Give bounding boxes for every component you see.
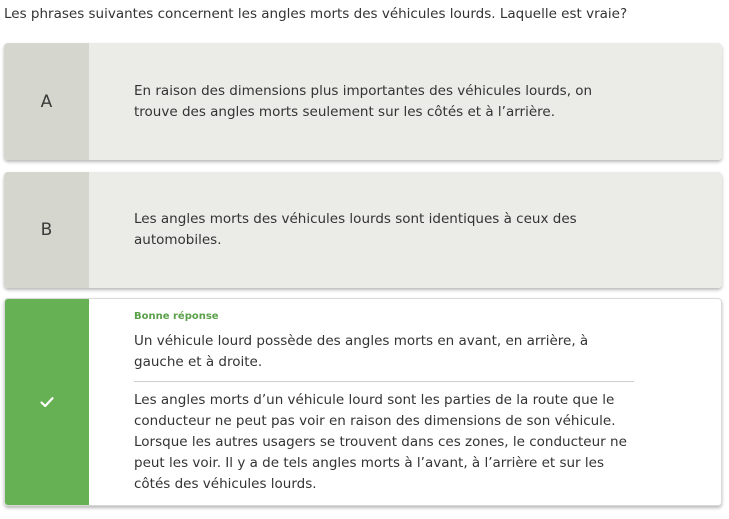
correct-indicator [5, 299, 89, 505]
answer-option-a[interactable] [4, 43, 722, 160]
option-text-correct: Un véhicule lourd possède des angles morts en avant, en arrière, à gauche et à droite. [134, 331, 634, 382]
answer-option-correct[interactable] [4, 298, 722, 506]
question-text: Les phrases suivantes concernent les angles morts des véhicules lourds. Laquelle est vraie? [4, 6, 628, 22]
option-text-box-a [89, 43, 722, 160]
option-text-a: En raison des dimensions plus importantes des véhicules lourds, on trouve des angles morts seulement sur les côtés et à l’arrière. [134, 82, 593, 120]
option-letter-b: B [4, 172, 89, 288]
option-text-box-b [89, 172, 722, 288]
answer-explanation: Les angles morts d’un véhicule lourd sont les parties de la route que le conducteur ne peut pas voir en raison des dimensions de son véhicule. Lorsque les autres usagers se trouvent dans ces zones, le conducteur ne peut les voir. Il y a de tels angles morts à l’avant, à l’arrière et sur les côtés des véhicules lourds. [134, 392, 627, 492]
option-letter-a: A [4, 43, 89, 160]
answer-option-b[interactable] [4, 172, 722, 288]
option-text-box-correct [89, 299, 721, 505]
correct-content [134, 299, 642, 495]
check-icon [39, 394, 55, 410]
correct-answer-label: Bonne réponse [134, 311, 219, 322]
option-text-b: Les angles morts des véhicules lourds sont identiques à ceux des automobiles. [134, 211, 577, 248]
